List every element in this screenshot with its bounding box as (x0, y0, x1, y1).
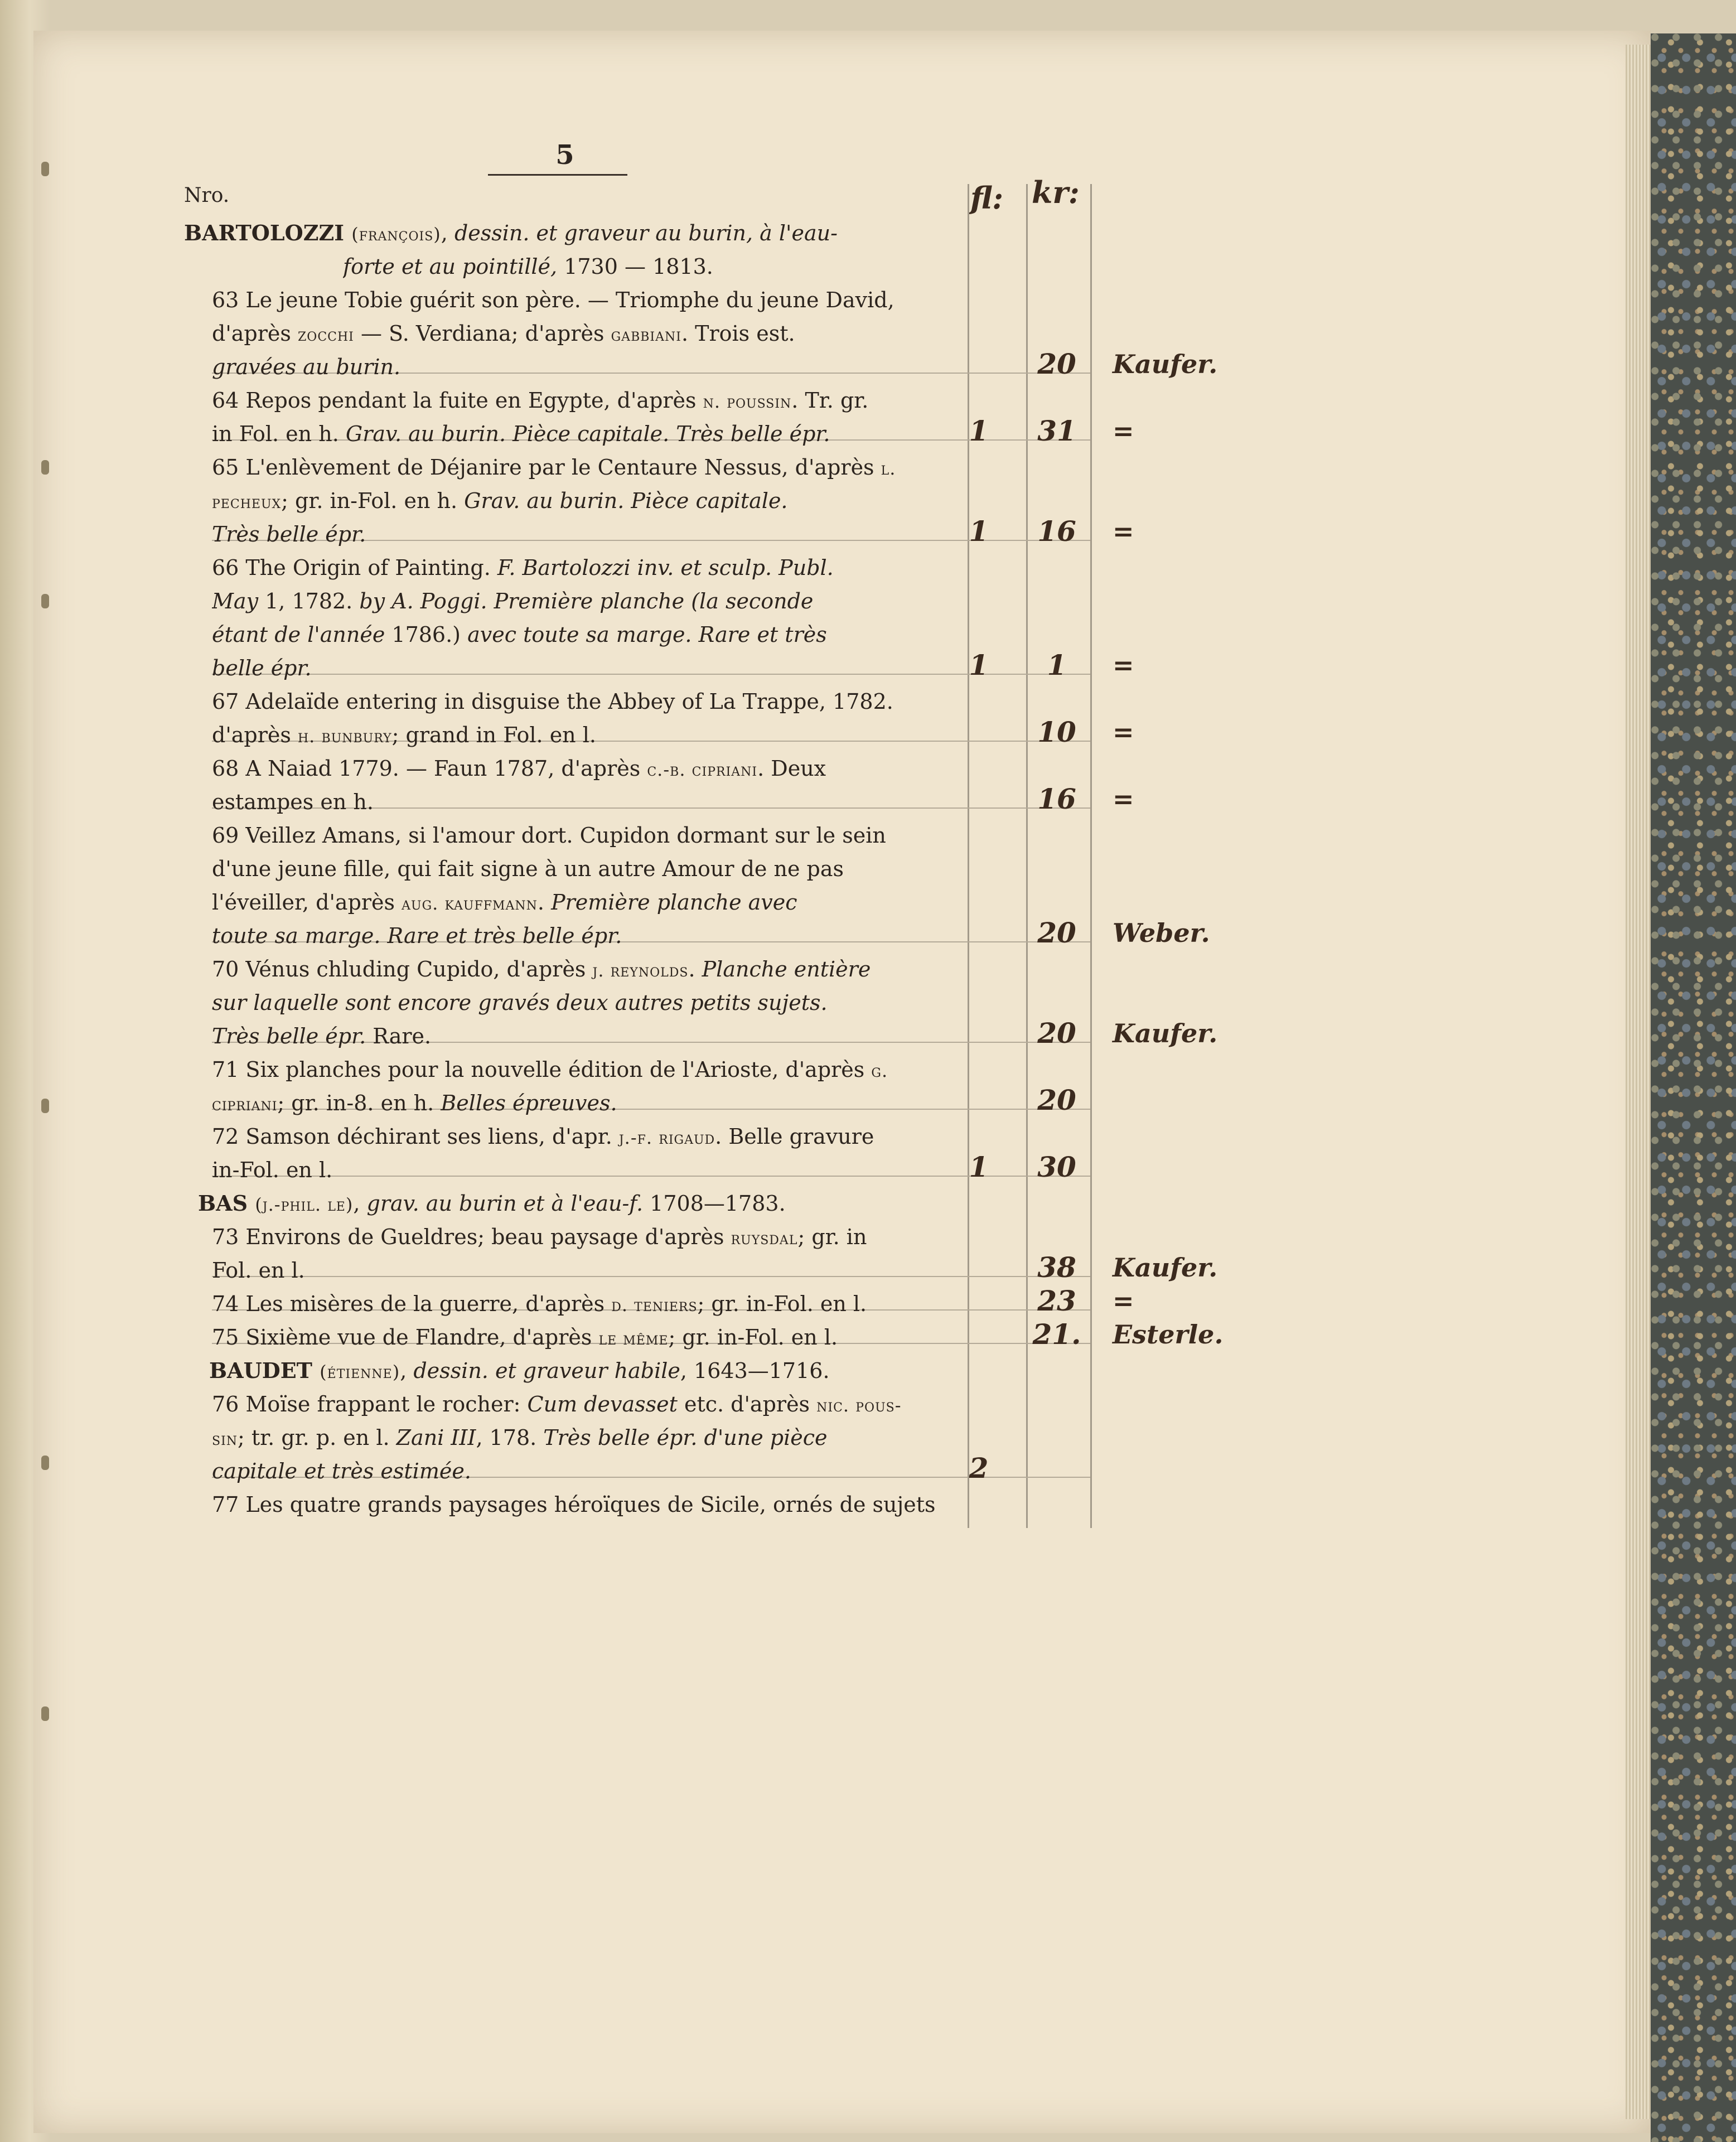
text-segment: Grav. au burin. Pièce capitale. (464, 489, 788, 513)
text-segment: Très belle épr. (212, 522, 366, 547)
text-segment: 77 Les quatre grands paysages héroïques de Sicile, ornés de sujets (212, 1492, 936, 1517)
price-kreuzer: 38 (1037, 1251, 1076, 1284)
catalogue-line (212, 1254, 948, 1287)
text-segment: belle épr. (212, 656, 312, 680)
text-segment: ruysdal (731, 1227, 798, 1249)
ruled-column-line (968, 184, 969, 1528)
ditto-mark: = (1113, 1286, 1134, 1316)
catalogue-line (212, 283, 948, 317)
text-segment: avec toute sa marge. Rare et très (467, 622, 827, 647)
text-segment: 76 Moïse frappant le rocher: (212, 1392, 528, 1416)
price-florins: 1 (969, 1150, 989, 1183)
price-kreuzer: 23 (1037, 1284, 1076, 1317)
ditto-mark: = (1113, 717, 1134, 747)
text-segment: , 178. (476, 1425, 544, 1450)
text-segment: , (353, 1191, 367, 1216)
text-segment: d'après (212, 321, 298, 346)
text-segment: ; gr. in-Fol. en h. (281, 489, 465, 513)
text-segment: Rare. (366, 1024, 432, 1048)
text-segment: ; gr. in-8. en h. (277, 1091, 441, 1115)
text-segment: — S. Verdiana; d'après (354, 321, 611, 346)
text-segment: 63 Le jeune Tobie guérit son père. — Triomphe du jeune David, (212, 288, 894, 312)
text-segment: 72 Samson déchirant ses liens, d'apr. (212, 1124, 619, 1149)
catalogue-line (212, 1287, 948, 1321)
catalogue-line (212, 618, 948, 651)
buyer-name: Esterle. (1113, 1319, 1224, 1350)
text-segment: Très belle épr. d'une pièce (543, 1425, 828, 1450)
text-segment: capitale et très estimée. (212, 1459, 471, 1483)
text-segment: 1730 — 1813. (564, 254, 713, 279)
price-kreuzer: 20 (1037, 916, 1076, 949)
text-segment: 67 Adelaïde entering in disguise the Abbey of La Trappe, 1782. (212, 689, 893, 714)
text-segment: dessin. et graveur habile (413, 1358, 680, 1383)
ditto-mark: = (1113, 516, 1134, 547)
text-segment: dessin. et graveur au burin, à l'eau- (454, 221, 838, 245)
text-segment: n. poussin (703, 391, 792, 412)
text-segment: gabbiani (611, 324, 681, 345)
text-segment: forte et au pointillé, (343, 254, 564, 279)
marbled-cover (1651, 33, 1736, 2142)
text-segment: l. (881, 458, 896, 479)
stitch-hole (41, 1706, 49, 1721)
catalogue-line (212, 518, 948, 551)
text-segment: . (537, 890, 552, 915)
text-segment: 73 Environs de Gueldres; beau paysage d'après (212, 1225, 731, 1249)
catalogue-line (212, 1454, 948, 1488)
catalogue-line (212, 350, 948, 384)
price-florins: 1 (969, 414, 989, 447)
text-segment: Zani III (396, 1425, 476, 1450)
text-segment: 71 Six planches pour la nouvelle édition de l'Arioste, d'après (212, 1057, 872, 1082)
price-kreuzer: 21. (1032, 1318, 1081, 1351)
catalogue-line (212, 1120, 948, 1153)
text-segment: ; gr. in (797, 1225, 867, 1249)
page-edges (1626, 45, 1651, 2119)
text-segment: sur laquelle sont encore gravés deux autres petits sujets. (212, 990, 828, 1015)
catalogue-line (212, 1086, 948, 1120)
text-segment: Cum devasset (527, 1392, 678, 1416)
text-segment: etc. d'après (677, 1392, 817, 1416)
text-segment: nic. pous- (816, 1395, 902, 1416)
text-segment: étant de l'année (212, 622, 385, 647)
text-segment: d. teniers (611, 1294, 698, 1316)
catalogue-line (212, 317, 948, 350)
catalogue-line (212, 886, 948, 919)
page-number: 5 (555, 139, 574, 171)
stitch-hole (41, 1099, 49, 1113)
ditto-mark: = (1113, 650, 1134, 680)
text-segment: BARTOLOZZI (184, 220, 352, 245)
catalogue-line (212, 952, 948, 986)
text-segment: grav. au burin et à l'eau-f. (366, 1191, 644, 1216)
text-segment: j.-f. rigaud (618, 1127, 715, 1148)
text-segment: (françois) (351, 224, 441, 245)
ditto-mark: = (1113, 784, 1134, 814)
buyer-name: Weber. (1113, 918, 1210, 948)
price-florins: 1 (969, 649, 989, 681)
text-segment: 75 Sixième vue de Flandre, d'après (212, 1325, 599, 1350)
stitch-hole (41, 1456, 49, 1470)
text-segment: May (212, 589, 259, 613)
catalogue-line (212, 417, 948, 451)
text-segment: 68 A Naiad 1779. — Faun 1787, d'après (212, 756, 647, 781)
column-header-florins: fl: (970, 180, 1004, 216)
column-header-kreuzer: kr: (1032, 175, 1080, 210)
price-florins: 1 (969, 515, 989, 548)
price-kreuzer: 10 (1037, 715, 1076, 748)
stitch-hole (41, 460, 49, 475)
text-segment: . Belle gravure (715, 1124, 874, 1149)
catalogue-line (212, 718, 948, 752)
text-segment: Première planche avec (551, 890, 797, 915)
text-segment: c.-b. cipriani (647, 759, 758, 780)
catalogue-line (212, 551, 948, 584)
text-segment: pecheux (212, 491, 282, 512)
text-segment: ; gr. in-Fol. en l. (697, 1292, 867, 1316)
text-segment: BAS (198, 1191, 255, 1216)
catalogue-line (212, 685, 948, 718)
catalogue-line (212, 1153, 948, 1187)
catalogue-line (212, 1053, 948, 1086)
text-segment: Très belle épr. (212, 1024, 366, 1048)
text-segment: (j.-phil. le) (255, 1194, 354, 1215)
text-segment: by A. Poggi. Première planche (la seconde (359, 589, 814, 613)
folio-rule (488, 174, 627, 176)
catalogue-line (212, 852, 948, 886)
text-segment: F. Bartolozzi inv. et sculp. Publ. (497, 555, 834, 580)
catalogue-line (212, 1387, 948, 1421)
price-kreuzer: 20 (1037, 1017, 1076, 1050)
text-segment: 65 L'enlèvement de Déjanire par le Centaure Nessus, d'après (212, 455, 881, 480)
text-segment: . Tr. gr. (791, 388, 869, 413)
text-segment: in-Fol. en l. (212, 1158, 333, 1182)
price-florins: 2 (969, 1452, 989, 1485)
text-segment: Belles épreuves. (441, 1091, 617, 1115)
text-segment: estampes en h. (212, 790, 374, 814)
text-segment: j. reynolds (592, 960, 689, 981)
catalogue-line (212, 752, 948, 785)
text-segment: 74 Les misères de la guerre, d'après (212, 1292, 612, 1316)
text-segment: 1708—1783. (643, 1191, 786, 1216)
catalogue-line (212, 785, 948, 819)
buyer-name: Kaufer. (1113, 1018, 1218, 1048)
text-segment: sin (212, 1428, 238, 1449)
price-kreuzer: 30 (1037, 1150, 1076, 1183)
price-kreuzer: 20 (1037, 1084, 1076, 1116)
text-segment: 1786.) (385, 622, 468, 647)
catalogue-line (212, 1421, 948, 1454)
text-segment: Planche entière (702, 957, 871, 981)
text-segment: le même (598, 1328, 669, 1349)
text-segment: d'après (212, 723, 298, 747)
price-kreuzer: 20 (1037, 347, 1076, 380)
catalogue-line (212, 484, 948, 518)
catalogue-line (198, 1187, 934, 1220)
text-segment: . Deux (757, 756, 826, 781)
catalogue-line (212, 651, 948, 685)
catalogue-line (212, 1321, 948, 1354)
text-segment: (étienne) (320, 1361, 400, 1382)
nro-label: Nro. (184, 184, 230, 207)
catalogue-line (343, 250, 1079, 283)
price-kreuzer: 16 (1037, 782, 1076, 815)
catalogue-line (212, 819, 948, 852)
catalogue-line (184, 216, 920, 250)
text-segment: Fol. en l. (212, 1258, 305, 1283)
catalogue-line (212, 919, 948, 952)
catalogue-line (212, 451, 948, 484)
text-segment: l'éveiller, d'après (212, 890, 402, 915)
catalogue-line (212, 584, 948, 618)
ditto-mark: = (1113, 416, 1134, 446)
catalogue-line (209, 1354, 945, 1387)
text-segment: gravées au burin. (212, 355, 401, 379)
catalogue-line (212, 986, 948, 1019)
text-segment: . (688, 957, 702, 981)
text-segment: , (400, 1358, 414, 1383)
stitch-hole (41, 594, 49, 608)
text-segment: 1, 1782. (258, 589, 360, 613)
text-segment: ; grand in Fol. en l. (391, 723, 596, 747)
text-segment: cipriani (212, 1094, 278, 1115)
price-kreuzer: 1 (1047, 649, 1067, 681)
price-kreuzer: 31 (1037, 414, 1076, 447)
price-kreuzer: 16 (1037, 515, 1076, 548)
text-segment: aug. kauffmann (402, 893, 538, 914)
buyer-name: Kaufer. (1113, 1253, 1218, 1283)
catalogue-line (212, 1488, 948, 1521)
text-segment: 64 Repos pendant la fuite en Egypte, d'après (212, 388, 703, 413)
text-segment: . Trois est. (681, 321, 795, 346)
text-segment: 69 Veillez Amans, si l'amour dort. Cupidon dormant sur le sein (212, 823, 886, 848)
text-segment: , 1643—1716. (680, 1358, 830, 1383)
stitch-hole (41, 162, 49, 176)
text-segment: d'une jeune fille, qui fait signe à un autre Amour de ne pas (212, 857, 844, 881)
ruled-column-line (1090, 184, 1092, 1528)
catalogue-line (212, 384, 948, 417)
catalogue-line (212, 1019, 948, 1053)
buyer-name: Kaufer. (1113, 349, 1218, 379)
text-segment: h. bunbury (298, 726, 392, 747)
text-segment: Grav. au burin. Pièce capitale. Très belle épr. (345, 422, 830, 446)
text-segment: , (441, 221, 454, 245)
text-segment: 66 The Origin of Painting. (212, 555, 497, 580)
text-segment: ; gr. in-Fol. en l. (668, 1325, 838, 1350)
text-segment: 70 Vénus chluding Cupido, d'après (212, 957, 593, 981)
text-segment: BAUDET (209, 1358, 320, 1383)
text-segment: zocchi (298, 324, 354, 345)
text-segment: g. (871, 1060, 888, 1081)
text-segment: in Fol. en h. (212, 422, 346, 446)
text-segment: ; tr. gr. p. en l. (238, 1425, 396, 1450)
text-segment: toute sa marge. Rare et très belle épr. (212, 923, 622, 948)
catalogue-line (212, 1220, 948, 1254)
